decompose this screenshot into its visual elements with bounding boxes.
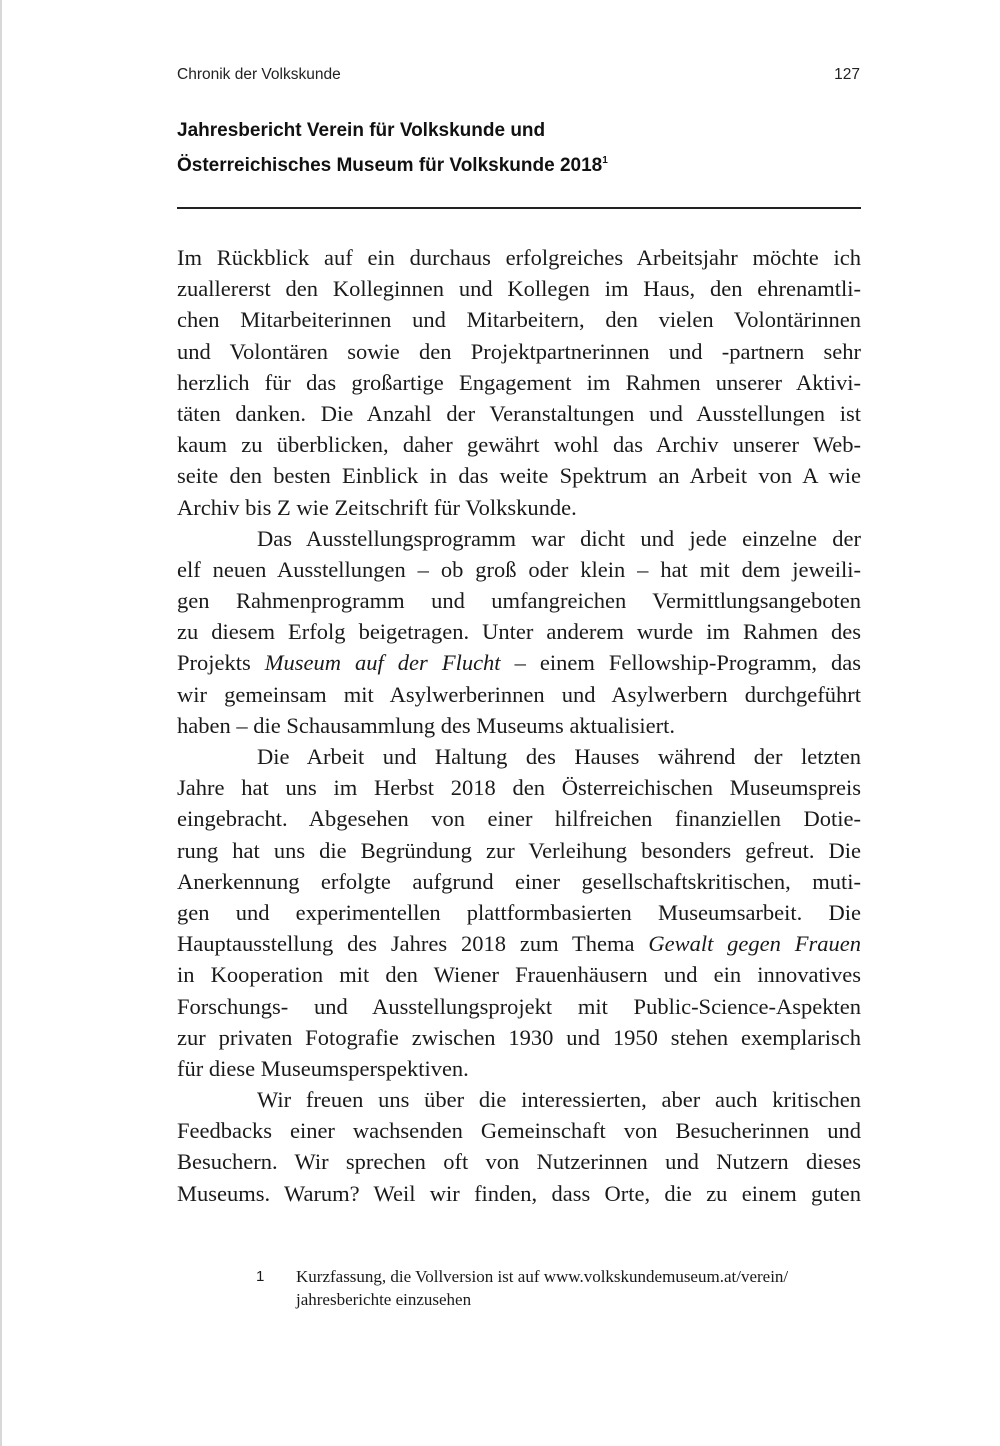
footnote-line-1: Kurzfassung, die Vollversion ist auf www.volkskundemuseum.at/verein/ bbox=[296, 1267, 789, 1286]
title-line-1: Jahresbericht Verein für Volkskunde und bbox=[177, 120, 546, 141]
text-segment: Wir freuen uns über die interessierten, aber auch kritischen bbox=[257, 1087, 861, 1113]
text-line bbox=[177, 897, 861, 928]
page-edge bbox=[0, 0, 2, 1446]
text-line bbox=[177, 1146, 861, 1177]
text-segment: wir gemeinsam mit Asylwerberinnen und Asylwerbern durchgeführt bbox=[177, 681, 861, 707]
text-segment: Anerkennung erfolgte aufgrund einer gesellschaftskritischen, muti- bbox=[177, 868, 861, 894]
page-number: 127 bbox=[834, 66, 860, 83]
footnote-line-2: jahresberichte einzusehen bbox=[296, 1290, 472, 1309]
text-segment: Hauptausstellung des Jahres 2018 zum Thema bbox=[177, 931, 649, 957]
text-line bbox=[177, 741, 861, 772]
text-line bbox=[177, 554, 861, 585]
text-segment: zur privaten Fotografie zwischen 1930 und 1950 stehen exemplarisch bbox=[177, 1024, 861, 1050]
text-segment: elf neuen Ausstellungen – ob groß oder klein – hat mit dem jeweili- bbox=[177, 556, 861, 582]
text-segment: in Kooperation mit den Wiener Frauenhäusern und ein innovatives bbox=[177, 962, 861, 988]
text-line bbox=[177, 1053, 861, 1084]
text-line bbox=[177, 523, 861, 554]
text-segment: seite den besten Einblick in das weite Spektrum an Arbeit von A wie bbox=[177, 463, 861, 489]
text-segment: chen Mitarbeiterinnen und Mitarbeitern, den vielen Volontärinnen bbox=[177, 307, 861, 333]
text-segment: gen Rahmenprogramm und umfangreichen Vermittlungsangeboten bbox=[177, 588, 861, 614]
text-line bbox=[177, 803, 861, 834]
text-line bbox=[177, 585, 861, 616]
text-segment: und Volontären sowie den Projektpartnerinnen und -partnern sehr bbox=[177, 338, 861, 364]
text-line bbox=[177, 304, 861, 335]
text-line bbox=[177, 616, 861, 647]
text-segment: Forschungs- und Ausstellungsprojekt mit Public-Science-Aspekten bbox=[177, 993, 861, 1019]
footnote-number: 1 bbox=[256, 1268, 265, 1285]
title-line-2 bbox=[177, 146, 867, 181]
text-line bbox=[177, 242, 861, 273]
title-line-2-text: Österreichisches Museum für Volkskunde 2018 bbox=[177, 155, 603, 176]
running-title: Chronik der Volkskunde bbox=[177, 66, 341, 83]
footnote-reference[interactable]: 1 bbox=[602, 155, 608, 166]
text-segment: zu diesem Erfolg beigetragen. Unter anderem wurde im Rahmen des bbox=[177, 619, 861, 645]
article-title bbox=[177, 116, 867, 181]
text-line bbox=[177, 429, 861, 460]
title-divider bbox=[177, 207, 861, 209]
text-line bbox=[177, 336, 861, 367]
text-segment: Jahre hat uns im Herbst 2018 den Österreichischen Museumspreis bbox=[177, 775, 861, 801]
text-line bbox=[177, 679, 861, 710]
paragraph bbox=[177, 1084, 861, 1209]
text-line bbox=[177, 367, 861, 398]
text-line bbox=[177, 710, 861, 741]
text-line bbox=[177, 835, 861, 866]
italic-title: Museum auf der Flucht bbox=[264, 650, 501, 676]
italic-title: Gewalt gegen Frauen bbox=[648, 931, 861, 957]
text-line bbox=[177, 398, 861, 429]
text-line bbox=[177, 647, 861, 678]
text-segment: Archiv bis Z wie Zeitschrift für Volkskunde. bbox=[177, 494, 577, 520]
text-segment: – einem Fellowship-Programm, das bbox=[500, 650, 861, 676]
paragraph bbox=[177, 242, 861, 523]
text-segment: zuallererst den Kolleginnen und Kollegen im Haus, den ehrenamtli- bbox=[177, 276, 861, 302]
text-line bbox=[177, 772, 861, 803]
paragraph bbox=[177, 523, 861, 741]
text-line bbox=[177, 460, 861, 491]
text-line bbox=[177, 273, 861, 304]
text-line bbox=[177, 928, 861, 959]
text-segment: Besuchern. Wir sprechen oft von Nutzerinnen und Nutzern dieses bbox=[177, 1149, 861, 1175]
text-line bbox=[177, 1115, 861, 1146]
text-line bbox=[177, 1084, 861, 1115]
text-segment: Projekts bbox=[177, 650, 265, 676]
text-segment: täten danken. Die Anzahl der Veranstaltungen und Ausstellungen ist bbox=[177, 400, 861, 426]
text-segment: herzlich für das großartige Engagement im Rahmen unserer Aktivi- bbox=[177, 369, 861, 395]
text-line bbox=[177, 1178, 861, 1209]
text-segment: kaum zu überblicken, daher gewährt wohl das Archiv unserer Web- bbox=[177, 432, 861, 458]
text-segment: Im Rückblick auf ein durchaus erfolgreiches Arbeitsjahr möchte ich bbox=[177, 245, 861, 270]
text-segment: für diese Museumsperspektiven. bbox=[177, 1055, 469, 1081]
text-segment: eingebracht. Abgesehen von einer hilfreichen finanziellen Dotie- bbox=[177, 806, 861, 832]
paragraph bbox=[177, 741, 861, 1084]
text-segment: Das Ausstellungsprogramm war dicht und jede einzelne der bbox=[257, 525, 861, 551]
text-segment: rung hat uns die Begründung zur Verleihung besonders gefreut. Die bbox=[177, 837, 861, 863]
text-line bbox=[177, 1022, 861, 1053]
text-segment: Feedbacks einer wachsenden Gemeinschaft von Besucherinnen und bbox=[177, 1118, 861, 1144]
text-line bbox=[177, 959, 861, 990]
running-header bbox=[177, 66, 860, 84]
text-segment: gen und experimentellen plattformbasierten Museumsarbeit. Die bbox=[177, 899, 861, 925]
article-body bbox=[177, 242, 861, 1209]
footnote bbox=[256, 1265, 876, 1311]
text-line bbox=[177, 492, 861, 523]
text-line bbox=[177, 991, 861, 1022]
text-segment: Museums. Warum? Weil wir finden, dass Orte, die zu einem guten bbox=[177, 1180, 861, 1206]
text-line bbox=[177, 866, 861, 897]
text-segment: haben – die Schausammlung des Museums aktualisiert. bbox=[177, 712, 676, 738]
text-segment: Die Arbeit und Haltung des Hauses während der letzten bbox=[257, 744, 861, 769]
